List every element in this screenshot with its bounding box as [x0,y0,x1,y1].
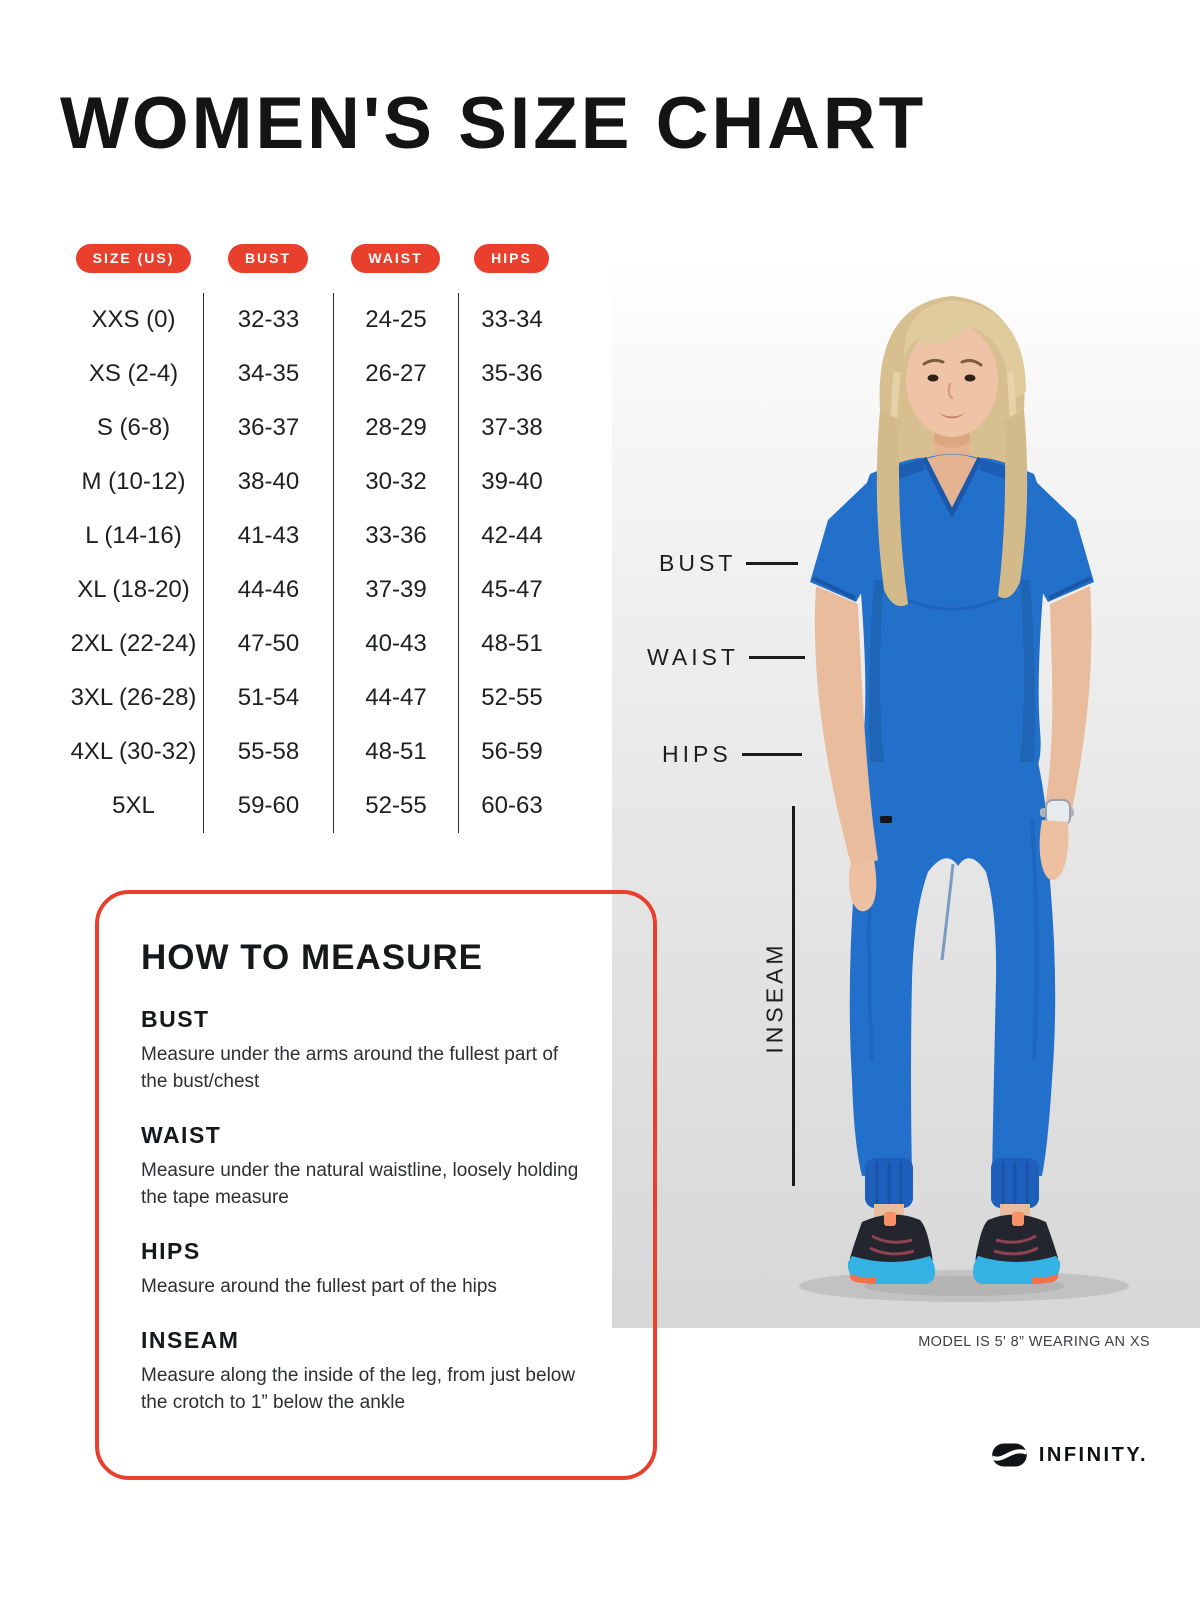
waist-callout-label: WAIST [647,644,739,670]
cell-bust: 44-46 [203,563,333,617]
cell-hips: 33-34 [458,293,565,347]
bust-callout-line [746,562,798,565]
cell-waist: 44-47 [333,671,458,725]
table-row [64,617,565,671]
cell-hips: 42-44 [458,509,565,563]
cell-waist: 37-39 [333,563,458,617]
cell-bust: 55-58 [203,725,333,779]
measure-section-label: BUST [141,1006,210,1032]
cell-hips: 52-55 [458,671,565,725]
inseam-callout-line [792,806,795,1186]
table-row [64,779,565,833]
cell-bust: 32-33 [203,293,333,347]
cell-waist: 30-32 [333,455,458,509]
measure-section-label: INSEAM [141,1326,240,1353]
cell-bust: 34-35 [203,347,333,401]
header-pill-waist: WAIST [351,244,439,273]
measure-section-text: Measure along the inside of the leg, from just below the crotch to 1” below the ankle [141,1364,576,1413]
table-row [64,563,565,617]
cell-hips: 56-59 [458,725,565,779]
hips-callout-line [742,753,802,756]
cell-size: 3XL (26-28) [70,684,197,711]
size-table-header [64,244,565,273]
infinity-icon [991,1441,1028,1469]
measure-section-label: WAIST [141,1121,222,1148]
cell-size: 4XL (30-32) [70,738,197,765]
table-row [64,671,565,725]
table-row [64,401,565,455]
cell-waist: 40-43 [333,617,458,671]
how-to-measure-heading: HOW TO MEASURE [141,938,483,977]
bust-callout-label: BUST [659,550,737,576]
waist-callout [647,644,805,671]
measure-section-text: Measure under the natural waistline, loosely holding the tape measure [141,1159,579,1208]
header-pill-size-us: SIZE (US) [76,244,192,273]
cell-size: XS (2-4) [88,360,179,387]
measure-section-hips [141,1238,619,1301]
model-illustration [612,260,1200,1328]
cell-bust: 41-43 [203,509,333,563]
page-title: WOMEN'S SIZE CHART [60,83,927,164]
cell-waist: 24-25 [333,293,458,347]
cell-hips: 45-47 [458,563,565,617]
cell-waist: 33-36 [333,509,458,563]
cell-hips: 35-36 [458,347,565,401]
header-pill-hips: HIPS [474,244,549,273]
bust-callout [659,550,798,577]
measure-section-bust [141,1006,619,1096]
cell-hips: 39-40 [458,455,565,509]
model-photo [612,260,1200,1328]
brand-logo [991,1441,1148,1469]
cell-bust: 38-40 [203,455,333,509]
cell-bust: 51-54 [203,671,333,725]
measure-section-label: HIPS [141,1237,201,1264]
cell-bust: 36-37 [203,401,333,455]
cell-size: XL (18-20) [77,576,190,603]
measure-section-inseam [141,1327,619,1417]
table-row [64,293,565,347]
cell-waist: 52-55 [333,779,458,833]
cell-waist: 28-29 [333,401,458,455]
table-row [64,347,565,401]
cell-hips: 37-38 [458,401,565,455]
cell-bust: 59-60 [203,779,333,833]
cell-size: XXS (0) [91,306,176,333]
cell-waist: 26-27 [333,347,458,401]
cell-size: L (14-16) [85,522,182,549]
cell-hips: 48-51 [458,617,565,671]
brand-name: INFINITY. [1038,1443,1148,1466]
size-table-body [64,293,565,833]
cell-size: M (10-12) [81,468,186,495]
how-to-measure-box [95,890,657,1480]
measure-section-waist [141,1122,619,1212]
hips-callout-label: HIPS [662,741,732,767]
header-pill-bust: BUST [228,244,308,273]
cell-size: 5XL [112,792,155,819]
cell-waist: 48-51 [333,725,458,779]
table-row [64,725,565,779]
model-caption: MODEL IS 5' 8” WEARING AN XS [918,1334,1150,1350]
size-table [64,244,565,833]
hips-callout [662,741,802,768]
table-row [64,455,565,509]
measure-section-text: Measure under the arms around the fullest part of the bust/chest [141,1044,559,1092]
waist-callout-line [749,656,805,659]
cell-size: S (6-8) [96,414,171,441]
table-row [64,509,565,563]
cell-hips: 60-63 [458,779,565,833]
cell-size: 2XL (22-24) [70,630,197,657]
inseam-callout-label: INSEAM [761,941,788,1054]
cell-bust: 47-50 [203,617,333,671]
measure-section-text: Measure around the fullest part of the hips [141,1275,497,1297]
